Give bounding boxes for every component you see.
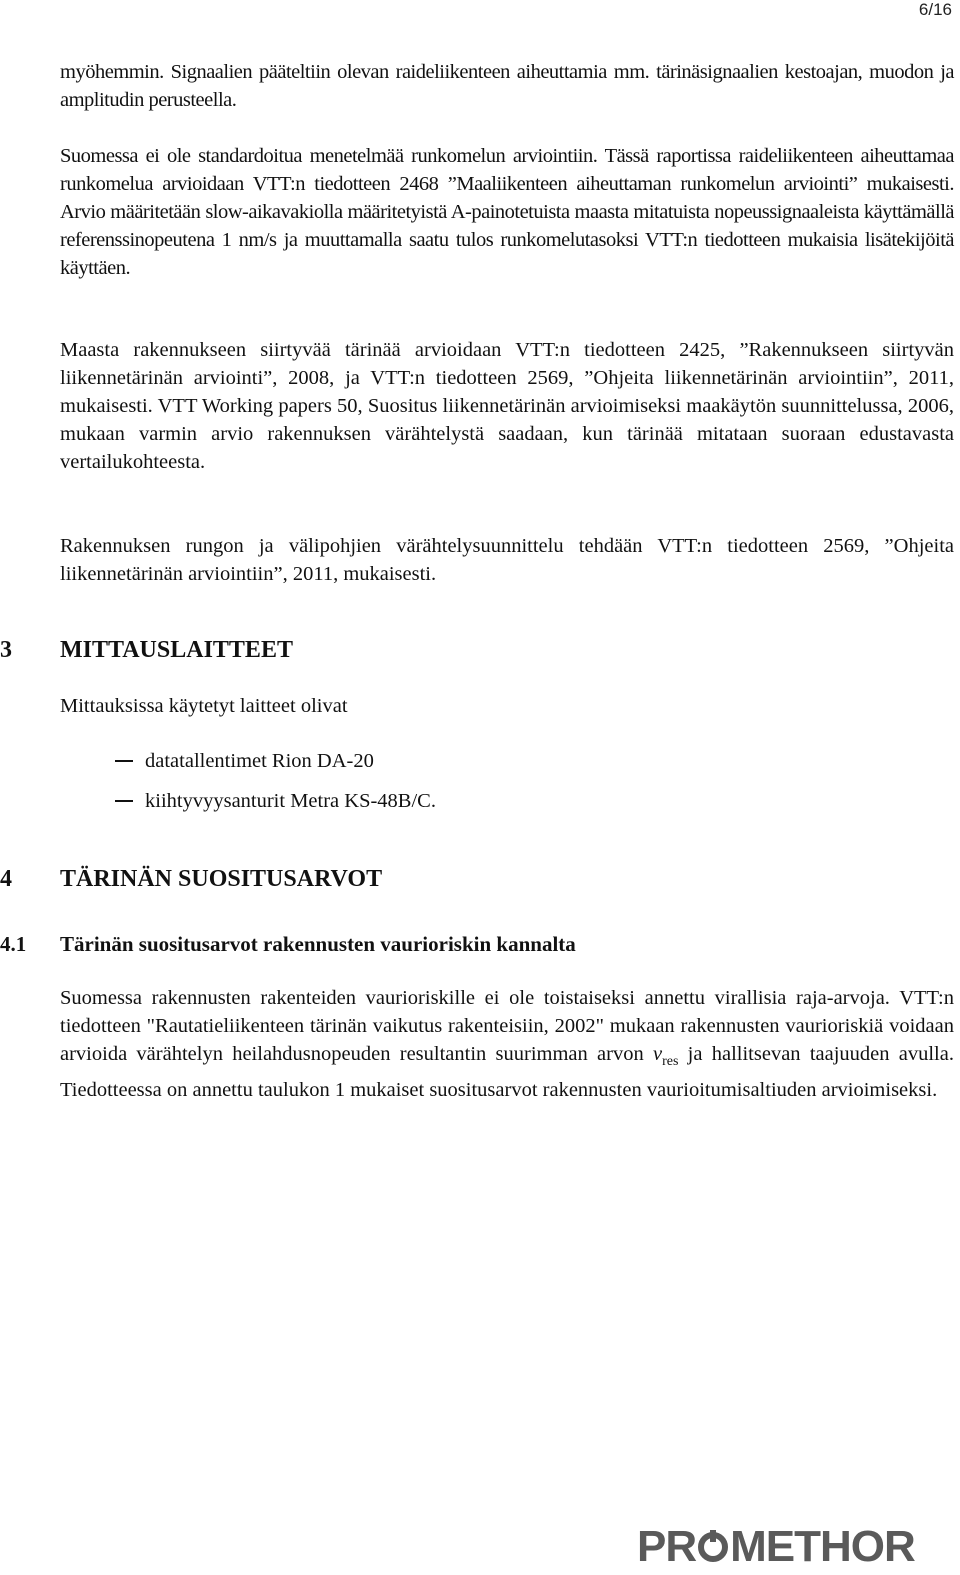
section-4-heading: [0, 866, 900, 896]
dash-bullet-icon: [115, 760, 133, 762]
varahtelysuunnittelu-paragraph: Rakennuksen rungon ja välipohjien värähtelysuunnittelu tehdään VTT:n tiedotteen 2569, ”Ohjeita liikennetärinän arviointiin”, 2011, mukaisesti.: [60, 535, 954, 585]
page-number: 6/16: [918, 0, 952, 19]
promethor-logo: [637, 1522, 952, 1571]
tarina-paragraph: Maasta rakennukseen siirtyvää tärinää arvioidaan VTT:n tiedotteen 2425, ”Rakennukseen siirtyvän liikennetärinän arviointi”, 2008, ja VTT:n tiedotteen 2569, ”Ohjeita liikennetärinän arviointiin”, 2011, mukaisesti. VTT Working papers 50, Suositus liikennetärinän arvioimiseksi maakäytön suunnittelussa, 2006, mukaan varmin arvio rakennuksen värähtelystä saadaan, kun tärinää mitataan suoraan edustavasta vertailukohteesta.: [60, 339, 954, 473]
vaurioriski-text-after: ja hallitsevan taajuuden avulla. Tiedotteessa on annettu taulukon 1 mukaiset suositusarvot rakennusten vaurioitumisaltiuden arvioimiseksi.: [60, 1043, 954, 1102]
vaurioriski-text-before: Suomessa rakennusten rakenteiden vaurioriskille ei ole toistaiseksi annettu virallisia raja-arvoja. VTT:n tiedotteen "Rautatieliikenteen tärinän vaikutus rakenteisiin, 2002" mukaan rakennusten vaurioriskiä voidaan arvioida värähtelyn heilahdusnopeuden resultantin suurimman arvon: [60, 987, 954, 1065]
section-4-1-number: 4.1: [0, 932, 27, 956]
velocity-symbol: v: [652, 1043, 663, 1065]
section-3-title: MITTAUSLAITTEET: [60, 637, 293, 663]
velocity-subscript: res: [662, 1054, 679, 1070]
section-4-1-heading: [0, 932, 900, 960]
logo-text-right: METHOR: [730, 1522, 915, 1571]
section-4-title: TÄRINÄN SUOSITUSARVOT: [60, 866, 383, 892]
section-4-number: 4: [0, 866, 12, 892]
list-item-text: datatallentimet Rion DA-20: [145, 750, 374, 772]
list-item-text: kiihtyvyysanturit Metra KS-48B/C.: [145, 790, 436, 812]
section-3-number: 3: [0, 637, 12, 663]
section-3-heading: [0, 637, 900, 667]
dash-bullet-icon: [115, 800, 133, 802]
logo-ring-icon: [698, 1532, 728, 1562]
section-4-1-title: Tärinän suositusarvot rakennusten vaurioriskin kannalta: [60, 932, 576, 956]
vaurioriski-paragraph: [60, 984, 954, 1104]
intro-continuation-paragraph: myöhemmin. Signaalien pääteltiin olevan raideliikenteen aiheuttamia mm. tärinäsignaalien kestoajan, muodon ja amplitudin perusteella.: [60, 61, 954, 111]
section-3-intro: Mittauksissa käytetyt laitteet olivat: [60, 695, 348, 717]
runkomelu-paragraph: Suomessa ei ole standardoitua menetelmää runkomelun arviointiin. Tässä raportissa raideliikenteen aiheuttamaa runkomelua arvioidaan VTT:n tiedotteen 2468 ”Maaliikenteen aiheuttaman runkomelun arviointi” mukaisesti. Arvio määritetään slow-aikavakiolla määritetyistä A-painotetuista maasta mitatuista nopeussignaaleista käyttämällä referenssinopeutena 1 nm/s ja muuttamalla saatu tulos runkomelutasoksi VTT:n tiedotteen mukaisia lisätekijöitä käyttäen.: [60, 145, 954, 279]
logo-text-left: PR: [637, 1522, 697, 1571]
